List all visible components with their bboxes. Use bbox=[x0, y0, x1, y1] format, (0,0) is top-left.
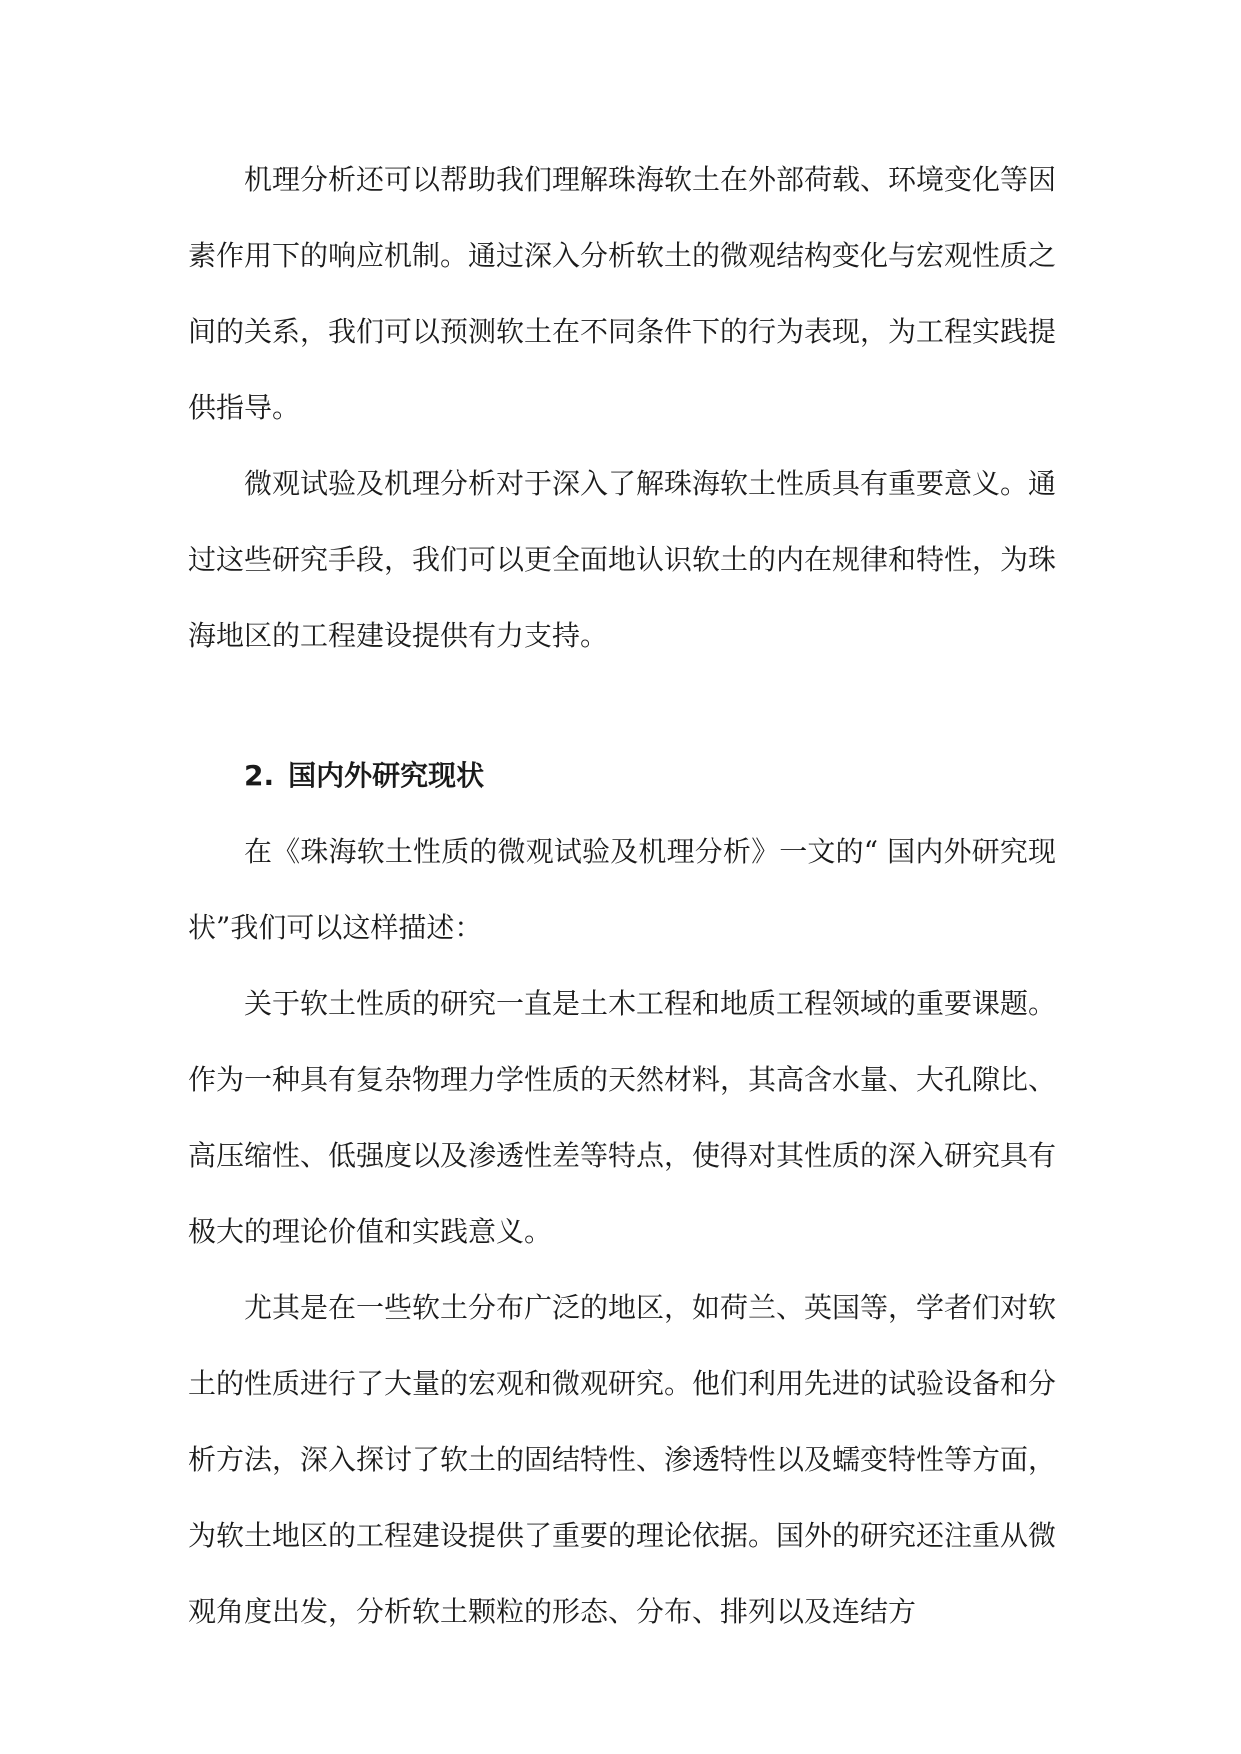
paragraph-foreign-research: 尤其是在一些软土分布广泛的地区，如荷兰、英国等，学者们对软土的性质进行了大量的宏观和微观研究。他们利用先进的试验设备和分析方法，深入探讨了软土的固结特性、渗透特性以及蠕变特性等方面，为软土地区的工程建设提供了重要的理论依据。国外的研究还注重从微观角度出发，分析软土颗粒的形态、分布、排列以及连结方 bbox=[188, 1291, 1057, 1628]
section-heading bbox=[188, 738, 1056, 814]
paragraph-intro: 在《珠海软土性质的微观试验及机理分析》一文的“ 国内外研究现状”我们可以这样描述： bbox=[188, 835, 1056, 944]
document-body bbox=[188, 142, 1056, 1650]
paragraph-mechanism-analysis: 机理分析还可以帮助我们理解珠海软土在外部荷载、环境变化等因素作用下的响应机制。通过深入分析软土的微观结构变化与宏观性质之间的关系，我们可以预测软土在不同条件下的行为表现，为工程实践提供指导。 bbox=[188, 163, 1057, 424]
section-title: 国内外研究现状 bbox=[288, 759, 485, 792]
section-number: 2. bbox=[244, 759, 275, 792]
paragraph-soft-soil-research: 关于软土性质的研究一直是土木工程和地质工程领域的重要课题。作为一种具有复杂物理力学性质的天然材料，其高含水量、大孔隙比、高压缩性、低强度以及渗透性差等特点，使得对其性质的深入研究具有极大的理论价值和实践意义。 bbox=[188, 987, 1057, 1248]
paragraph-significance: 微观试验及机理分析对于深入了解珠海软土性质具有重要意义。通过这些研究手段，我们可以更全面地认识软土的内在规律和特性，为珠海地区的工程建设提供有力支持。 bbox=[188, 467, 1057, 652]
